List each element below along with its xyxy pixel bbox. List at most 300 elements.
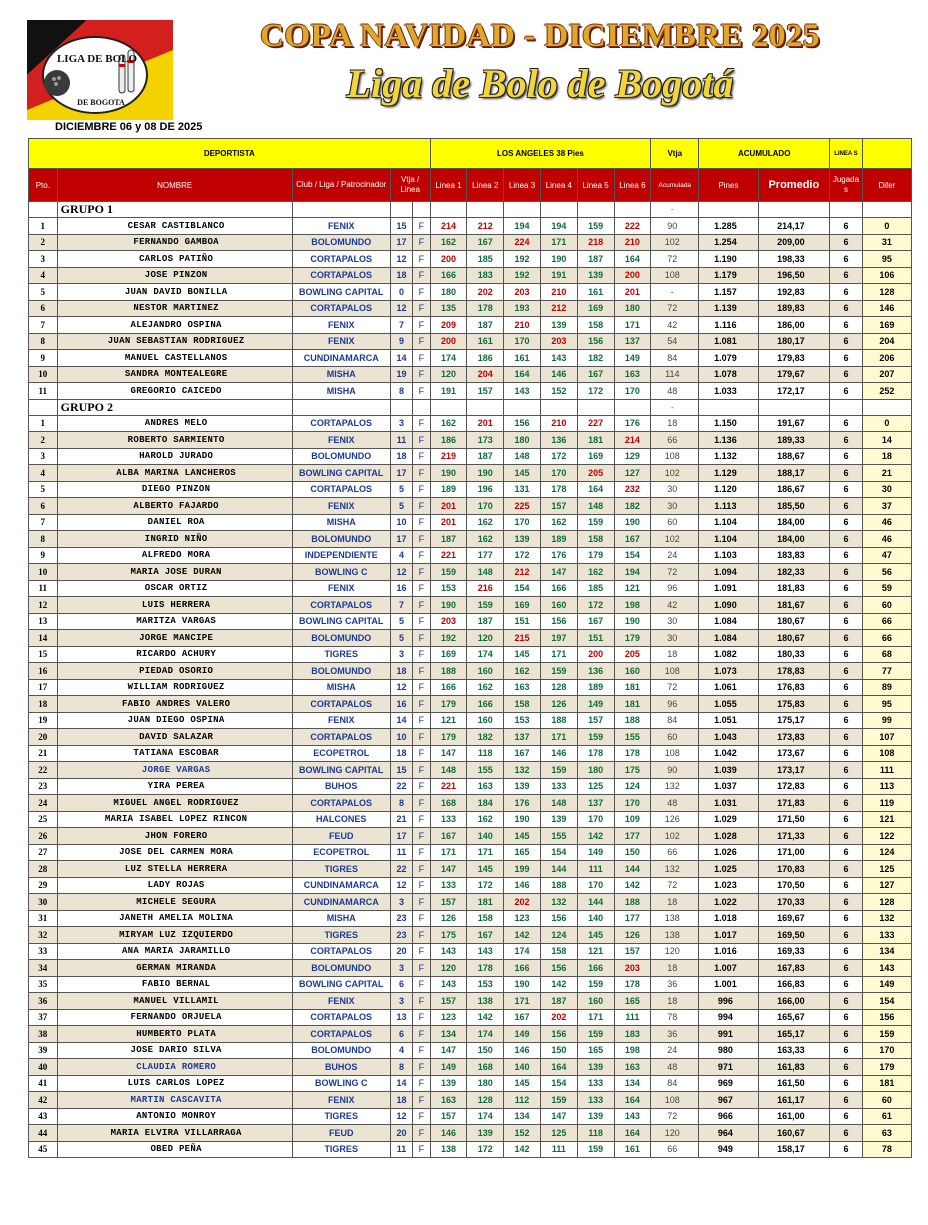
gender: F: [413, 415, 430, 432]
line-score-3: 149: [504, 1026, 541, 1043]
line-score-1: 166: [430, 267, 467, 284]
total-pins: 1.084: [699, 630, 758, 647]
line-score-2: 167: [467, 927, 504, 944]
games-played: 6: [830, 580, 863, 597]
handicap-accumulated: 30: [651, 498, 699, 515]
handicap: 22: [390, 778, 412, 795]
club-name: BOLOMUNDO: [292, 531, 390, 548]
line-score-5: 125: [577, 778, 614, 795]
col-blank: [862, 139, 911, 169]
table-row: [29, 1042, 912, 1059]
games-played: 6: [830, 284, 863, 301]
line-score-5: 172: [577, 597, 614, 614]
line-score-2: 174: [467, 1026, 504, 1043]
blank-cell: [430, 202, 467, 218]
handicap-accumulated: 72: [651, 300, 699, 317]
position: 36: [29, 993, 58, 1010]
line-score-5: 170: [577, 877, 614, 894]
line-score-3: 210: [504, 317, 541, 334]
blank-cell: [614, 202, 651, 218]
line-score-4: 172: [540, 448, 577, 465]
line-score-4: 158: [540, 943, 577, 960]
player-name: MANUEL VILLAMIL: [57, 993, 292, 1010]
games-played: 6: [830, 383, 863, 400]
player-name: FERNANDO GAMBOA: [57, 234, 292, 251]
line-score-2: 212: [467, 218, 504, 235]
table-row: [29, 531, 912, 548]
games-played: 6: [830, 366, 863, 383]
line-score-4: 133: [540, 778, 577, 795]
line-score-3: 169: [504, 597, 541, 614]
gender: F: [413, 927, 430, 944]
line-score-2: 162: [467, 514, 504, 531]
handicap-accumulated: 18: [651, 415, 699, 432]
table-row: [29, 861, 912, 878]
line-score-5: 137: [577, 795, 614, 812]
line-score-6: 126: [614, 927, 651, 944]
line-score-2: 162: [467, 811, 504, 828]
line-score-3: 134: [504, 1108, 541, 1125]
gender: F: [413, 465, 430, 482]
player-name: SANDRA MONTEALEGRE: [57, 366, 292, 383]
table-row: [29, 218, 912, 235]
handicap: 12: [390, 300, 412, 317]
average: 184,00: [758, 531, 830, 548]
handicap-accumulated: 18: [651, 993, 699, 1010]
line-score-5: 149: [577, 696, 614, 713]
line-score-4: 156: [540, 910, 577, 927]
difference: 37: [862, 498, 911, 515]
line-score-5: 164: [577, 481, 614, 498]
total-pins: 1.081: [699, 333, 758, 350]
handicap-accumulated: 102: [651, 234, 699, 251]
blank-cell: [467, 399, 504, 415]
line-score-6: 121: [614, 580, 651, 597]
player-name: ANA MARIA JARAMILLO: [57, 943, 292, 960]
handicap-accumulated: 72: [651, 251, 699, 268]
line-score-6: 176: [614, 415, 651, 432]
line-score-2: 143: [467, 943, 504, 960]
club-name: BOLOMUNDO: [292, 448, 390, 465]
player-name: JHON FORERO: [57, 828, 292, 845]
line-score-3: 192: [504, 251, 541, 268]
header-row-top: [29, 139, 912, 169]
line-score-2: 167: [467, 234, 504, 251]
games-played: 6: [830, 498, 863, 515]
line-score-1: 200: [430, 251, 467, 268]
line-score-3: 146: [504, 1042, 541, 1059]
gender: F: [413, 696, 430, 713]
gender: F: [413, 300, 430, 317]
position: 23: [29, 778, 58, 795]
table-row: [29, 234, 912, 251]
gender: F: [413, 481, 430, 498]
player-name: LUIS HERRERA: [57, 597, 292, 614]
games-played: 6: [830, 481, 863, 498]
blank-cell: [862, 399, 911, 415]
total-pins: 1.023: [699, 877, 758, 894]
line-score-5: 181: [577, 432, 614, 449]
line-score-5: 165: [577, 1042, 614, 1059]
club-name: CORTAPALOS: [292, 1026, 390, 1043]
line-score-2: 183: [467, 267, 504, 284]
gender: F: [413, 877, 430, 894]
handicap-accumulated: 36: [651, 976, 699, 993]
table-row: [29, 284, 912, 301]
handicap: 12: [390, 679, 412, 696]
handicap: 12: [390, 877, 412, 894]
total-pins: 1.139: [699, 300, 758, 317]
line-score-3: 215: [504, 630, 541, 647]
line-score-3: 123: [504, 910, 541, 927]
games-played: 6: [830, 844, 863, 861]
position: 12: [29, 597, 58, 614]
line-score-4: 197: [540, 630, 577, 647]
handicap: 17: [390, 234, 412, 251]
gender: F: [413, 729, 430, 746]
player-name: MIRYAM LUZ IZQUIERDO: [57, 927, 292, 944]
table-row: [29, 580, 912, 597]
handicap: 23: [390, 910, 412, 927]
line-score-5: 171: [577, 1009, 614, 1026]
average: 163,33: [758, 1042, 830, 1059]
gender: F: [413, 383, 430, 400]
position: 37: [29, 1009, 58, 1026]
line-score-1: 149: [430, 1059, 467, 1076]
line-score-5: 144: [577, 894, 614, 911]
handicap-accumulated: 30: [651, 630, 699, 647]
player-name: PIEDAD OSORIO: [57, 663, 292, 680]
line-score-1: 221: [430, 778, 467, 795]
handicap: 15: [390, 762, 412, 779]
player-name: JOSE PINZON: [57, 267, 292, 284]
games-played: 6: [830, 564, 863, 581]
line-score-6: 165: [614, 993, 651, 1010]
club-name: BOWLING CAPITAL: [292, 613, 390, 630]
club-name: TIGRES: [292, 927, 390, 944]
line-score-6: 177: [614, 828, 651, 845]
line-score-5: 170: [577, 811, 614, 828]
handicap-accumulated: 96: [651, 696, 699, 713]
position: 3: [29, 251, 58, 268]
difference: 108: [862, 745, 911, 762]
line-score-1: 169: [430, 646, 467, 663]
table-row: [29, 613, 912, 630]
gender: F: [413, 234, 430, 251]
line-score-3: 156: [504, 415, 541, 432]
average: 180,67: [758, 630, 830, 647]
line-score-6: 180: [614, 300, 651, 317]
gender: F: [413, 745, 430, 762]
average: 176,83: [758, 679, 830, 696]
difference: 127: [862, 877, 911, 894]
line-score-1: 159: [430, 564, 467, 581]
line-score-1: 143: [430, 943, 467, 960]
line-score-6: 171: [614, 317, 651, 334]
average: 161,50: [758, 1075, 830, 1092]
line-score-3: 203: [504, 284, 541, 301]
handicap: 18: [390, 745, 412, 762]
table-row: [29, 251, 912, 268]
player-name: CARLOS PATIÑO: [57, 251, 292, 268]
games-played: 6: [830, 894, 863, 911]
average: 191,67: [758, 415, 830, 432]
line-score-1: 166: [430, 679, 467, 696]
handicap: 4: [390, 1042, 412, 1059]
total-pins: 1.055: [699, 696, 758, 713]
line-score-4: 159: [540, 1092, 577, 1109]
gender: F: [413, 828, 430, 845]
club-name: FENIX: [292, 1092, 390, 1109]
handicap: 15: [390, 218, 412, 235]
group-name: GRUPO 1: [57, 202, 292, 218]
line-score-1: 203: [430, 613, 467, 630]
line-score-1: 120: [430, 960, 467, 977]
average: 171,00: [758, 844, 830, 861]
line-score-6: 164: [614, 1092, 651, 1109]
player-name: TATIANA ESCOBAR: [57, 745, 292, 762]
player-name: MARIA ISABEL LOPEZ RINCON: [57, 811, 292, 828]
line-score-6: 161: [614, 1141, 651, 1158]
results-table: [28, 138, 912, 1158]
difference: 66: [862, 630, 911, 647]
player-name: DAVID SALAZAR: [57, 729, 292, 746]
line-score-5: 180: [577, 762, 614, 779]
line-score-4: 152: [540, 383, 577, 400]
handicap-accumulated: 72: [651, 877, 699, 894]
table-row: [29, 383, 912, 400]
line-score-6: 210: [614, 234, 651, 251]
line-score-4: 146: [540, 745, 577, 762]
total-pins: 1.022: [699, 894, 758, 911]
line-score-2: 155: [467, 762, 504, 779]
col-vtja-top: Vtja: [651, 139, 699, 169]
average: 166,83: [758, 976, 830, 993]
line-score-3: 176: [504, 795, 541, 812]
difference: 159: [862, 1026, 911, 1043]
games-played: 6: [830, 1141, 863, 1158]
gender: F: [413, 284, 430, 301]
player-name: HUMBERTO PLATA: [57, 1026, 292, 1043]
games-played: 6: [830, 448, 863, 465]
line-score-2: 160: [467, 712, 504, 729]
total-pins: 996: [699, 993, 758, 1010]
line-score-6: 188: [614, 712, 651, 729]
table-row: [29, 267, 912, 284]
line-score-5: 139: [577, 267, 614, 284]
club-name: FENIX: [292, 333, 390, 350]
line-score-5: 167: [577, 613, 614, 630]
line-score-6: 127: [614, 465, 651, 482]
line-score-3: 139: [504, 531, 541, 548]
handicap: 6: [390, 976, 412, 993]
line-score-4: 154: [540, 1075, 577, 1092]
line-score-4: 170: [540, 465, 577, 482]
handicap-accumulated: 24: [651, 1042, 699, 1059]
line-score-6: 178: [614, 745, 651, 762]
difference: 124: [862, 844, 911, 861]
average: 196,50: [758, 267, 830, 284]
blank-cell: [413, 202, 430, 218]
handicap: 18: [390, 1092, 412, 1109]
line-score-2: 159: [467, 597, 504, 614]
games-played: 6: [830, 679, 863, 696]
line-score-4: 166: [540, 580, 577, 597]
handicap: 20: [390, 943, 412, 960]
total-pins: 1.132: [699, 448, 758, 465]
club-name: BOLOMUNDO: [292, 663, 390, 680]
line-score-6: 188: [614, 894, 651, 911]
line-score-6: 143: [614, 1108, 651, 1125]
player-name: JUAN DIEGO OSPINA: [57, 712, 292, 729]
line-score-2: 148: [467, 564, 504, 581]
average: 161,00: [758, 1108, 830, 1125]
line-score-2: 204: [467, 366, 504, 383]
table-row: [29, 1125, 912, 1142]
line-score-4: 164: [540, 1059, 577, 1076]
club-name: TIGRES: [292, 1108, 390, 1125]
games-played: 6: [830, 910, 863, 927]
club-name: MISHA: [292, 514, 390, 531]
handicap: 3: [390, 415, 412, 432]
position: 2: [29, 432, 58, 449]
line-score-6: 203: [614, 960, 651, 977]
position: 22: [29, 762, 58, 779]
handicap: 10: [390, 514, 412, 531]
line-score-2: 184: [467, 795, 504, 812]
club-name: MISHA: [292, 910, 390, 927]
position: 6: [29, 498, 58, 515]
line-score-1: 134: [430, 1026, 467, 1043]
table-row: [29, 762, 912, 779]
line-score-6: 179: [614, 630, 651, 647]
line-score-1: 167: [430, 828, 467, 845]
line-score-3: 174: [504, 943, 541, 960]
line-score-5: 149: [577, 844, 614, 861]
line-score-6: 170: [614, 795, 651, 812]
handicap-accumulated: 120: [651, 1125, 699, 1142]
difference: 59: [862, 580, 911, 597]
club-name: TIGRES: [292, 861, 390, 878]
handicap-accumulated: 48: [651, 795, 699, 812]
difference: 21: [862, 465, 911, 482]
blank-cell: [758, 399, 830, 415]
gender: F: [413, 1059, 430, 1076]
gender: F: [413, 1026, 430, 1043]
position: 44: [29, 1125, 58, 1142]
line-score-4: 159: [540, 762, 577, 779]
position: 24: [29, 795, 58, 812]
line-score-3: 167: [504, 745, 541, 762]
line-score-6: 124: [614, 778, 651, 795]
line-score-1: 147: [430, 861, 467, 878]
difference: 149: [862, 976, 911, 993]
line-score-1: 171: [430, 844, 467, 861]
header-row: [29, 169, 912, 202]
line-score-1: 187: [430, 531, 467, 548]
handicap: 5: [390, 630, 412, 647]
handicap: 9: [390, 333, 412, 350]
average: 158,17: [758, 1141, 830, 1158]
results-body: [29, 202, 912, 1158]
blank-cell: [430, 399, 467, 415]
line-score-3: 142: [504, 927, 541, 944]
line-score-1: 209: [430, 317, 467, 334]
average: 180,33: [758, 646, 830, 663]
handicap: 3: [390, 894, 412, 911]
gender: F: [413, 960, 430, 977]
line-score-4: 171: [540, 234, 577, 251]
group-dash: -: [651, 399, 699, 415]
line-score-6: 200: [614, 267, 651, 284]
difference: 0: [862, 415, 911, 432]
club-name: CORTAPALOS: [292, 795, 390, 812]
difference: 125: [862, 861, 911, 878]
line-score-5: 200: [577, 646, 614, 663]
group-header-row: [29, 399, 912, 415]
line-score-5: 139: [577, 1059, 614, 1076]
games-played: 6: [830, 976, 863, 993]
handicap-accumulated: 60: [651, 729, 699, 746]
difference: 169: [862, 317, 911, 334]
handicap: 14: [390, 712, 412, 729]
logo-text-top: LIGA DE BOLO: [56, 53, 138, 65]
col-club: Club / Liga / Patrocinador: [292, 169, 390, 202]
total-pins: 964: [699, 1125, 758, 1142]
table-row: [29, 1026, 912, 1043]
total-pins: 971: [699, 1059, 758, 1076]
handicap: 13: [390, 1009, 412, 1026]
difference: 252: [862, 383, 911, 400]
games-played: 6: [830, 465, 863, 482]
col-pto: Pto.: [29, 169, 58, 202]
line-score-3: 137: [504, 729, 541, 746]
line-score-3: 131: [504, 481, 541, 498]
line-score-6: 198: [614, 597, 651, 614]
club-name: FEUD: [292, 828, 390, 845]
gender: F: [413, 679, 430, 696]
player-name: ALBERTO FAJARDO: [57, 498, 292, 515]
gender: F: [413, 861, 430, 878]
position: 26: [29, 828, 58, 845]
club-name: BOWLING C: [292, 564, 390, 581]
handicap: 18: [390, 448, 412, 465]
gender: F: [413, 580, 430, 597]
blank-cell: [614, 399, 651, 415]
line-score-1: 179: [430, 696, 467, 713]
line-score-4: 188: [540, 712, 577, 729]
line-score-3: 142: [504, 1141, 541, 1158]
games-played: 6: [830, 960, 863, 977]
club-name: BUHOS: [292, 778, 390, 795]
average: 167,83: [758, 960, 830, 977]
line-score-3: 165: [504, 844, 541, 861]
position: 4: [29, 267, 58, 284]
average: 179,67: [758, 366, 830, 383]
page-subtitle: Liga de Bolo de Bogotá: [346, 61, 734, 106]
table-row: [29, 317, 912, 334]
player-name: RICARDO ACHURY: [57, 646, 292, 663]
line-score-2: 187: [467, 613, 504, 630]
player-name: ALFREDO MORA: [57, 547, 292, 564]
line-score-5: 158: [577, 317, 614, 334]
line-score-3: 146: [504, 877, 541, 894]
line-score-3: 194: [504, 218, 541, 235]
position: 9: [29, 350, 58, 367]
line-score-6: 164: [614, 251, 651, 268]
line-score-6: 183: [614, 1026, 651, 1043]
line-score-2: 168: [467, 1059, 504, 1076]
